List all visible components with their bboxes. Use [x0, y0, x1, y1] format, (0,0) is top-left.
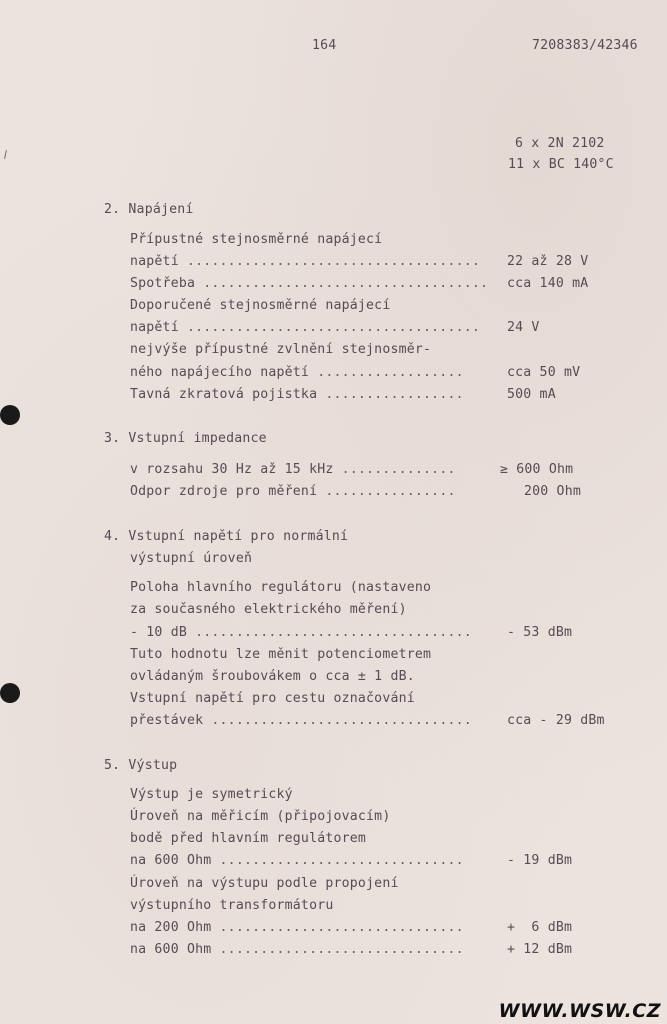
text-line: Poloha hlavního regulátoru (nastaveno [130, 580, 432, 595]
spec-row-value: + 6 dBm [507, 920, 573, 935]
spec-row-label: na 600 Ohm .............................. [130, 942, 464, 957]
text-line: Doporučené stejnosměrné napájecí [130, 298, 391, 313]
text-line: za současného elektrického měření) [130, 602, 407, 617]
section-heading-vystup: 5. Výstup [104, 758, 178, 773]
spec-row-value: 22 až 28 V [507, 254, 589, 269]
section-heading-vstupni-napeti: 4. Vstupní napětí pro normální [104, 529, 349, 544]
punch-hole [0, 683, 20, 703]
text-line: Vstupní napětí pro cestu označování [130, 691, 415, 706]
spec-row-label: napětí .................................... [130, 320, 481, 335]
spec-row-label: - 10 dB .................................. [130, 625, 472, 640]
spec-row-label: přestávek ................................ [130, 713, 472, 728]
spec-row-label: v rozsahu 30 Hz až 15 kHz .............. [130, 462, 456, 477]
spec-row-label: ného napájecího napětí .................. [130, 365, 464, 380]
text-line: nejvýše přípustné zvlnění stejnosměr- [130, 342, 432, 357]
punch-hole [0, 405, 20, 425]
text-line: Úroveň na výstupu podle propojení [130, 876, 399, 891]
spec-row-label: Spotřeba ................................... [130, 276, 489, 291]
transistor-line-2: 11 x BC 140°C [508, 157, 614, 172]
section-heading-vstupni-napeti-2: výstupní úroveň [130, 551, 253, 566]
spec-row-value: 24 V [507, 320, 540, 335]
spec-row-label: na 600 Ohm .............................. [130, 853, 464, 868]
spec-row-label: Tavná zkratová pojistka ................. [130, 387, 464, 402]
document-code: 7208383/42346 [532, 38, 638, 53]
text-line: Přípustné stejnosměrné napájecí [130, 232, 383, 247]
spec-row-value: cca 140 mA [507, 276, 589, 291]
text-line: výstupního transformátoru [130, 898, 334, 913]
text-line: Výstup je symetrický [130, 787, 293, 802]
spec-row-value: 500 mA [507, 387, 556, 402]
site-watermark: WWW.WSW.CZ [498, 1000, 661, 1022]
spec-row-label: Odpor zdroje pro měření ................ [130, 484, 456, 499]
text-line: bodě před hlavním regulátorem [130, 831, 367, 846]
transistor-line-1: 6 x 2N 2102 [515, 136, 605, 151]
text-line: ovládaným šroubovákem o cca ± 1 dB. [130, 669, 415, 684]
spec-row-value: - 53 dBm [507, 625, 573, 640]
margin-mark [4, 150, 7, 159]
section-heading-napajeni: 2. Napájení [104, 202, 194, 217]
spec-row-value: + 12 dBm [507, 942, 573, 957]
text-line: Tuto hodnotu lze měnit potenciometrem [130, 647, 432, 662]
spec-row-value: cca - 29 dBm [507, 713, 605, 728]
spec-row-value: - 19 dBm [507, 853, 573, 868]
page-number: 164 [312, 38, 337, 53]
spec-row-value: cca 50 mV [507, 365, 581, 380]
spec-row-value: 200 Ohm [524, 484, 581, 499]
section-heading-vstupni-impedance: 3. Vstupní impedance [104, 431, 267, 446]
spec-row-label: na 200 Ohm .............................. [130, 920, 464, 935]
spec-row-value: ≥ 600 Ohm [500, 462, 574, 477]
text-line: Úroveň na měřicím (připojovacím) [130, 809, 391, 824]
spec-row-label: napětí .................................... [130, 254, 481, 269]
